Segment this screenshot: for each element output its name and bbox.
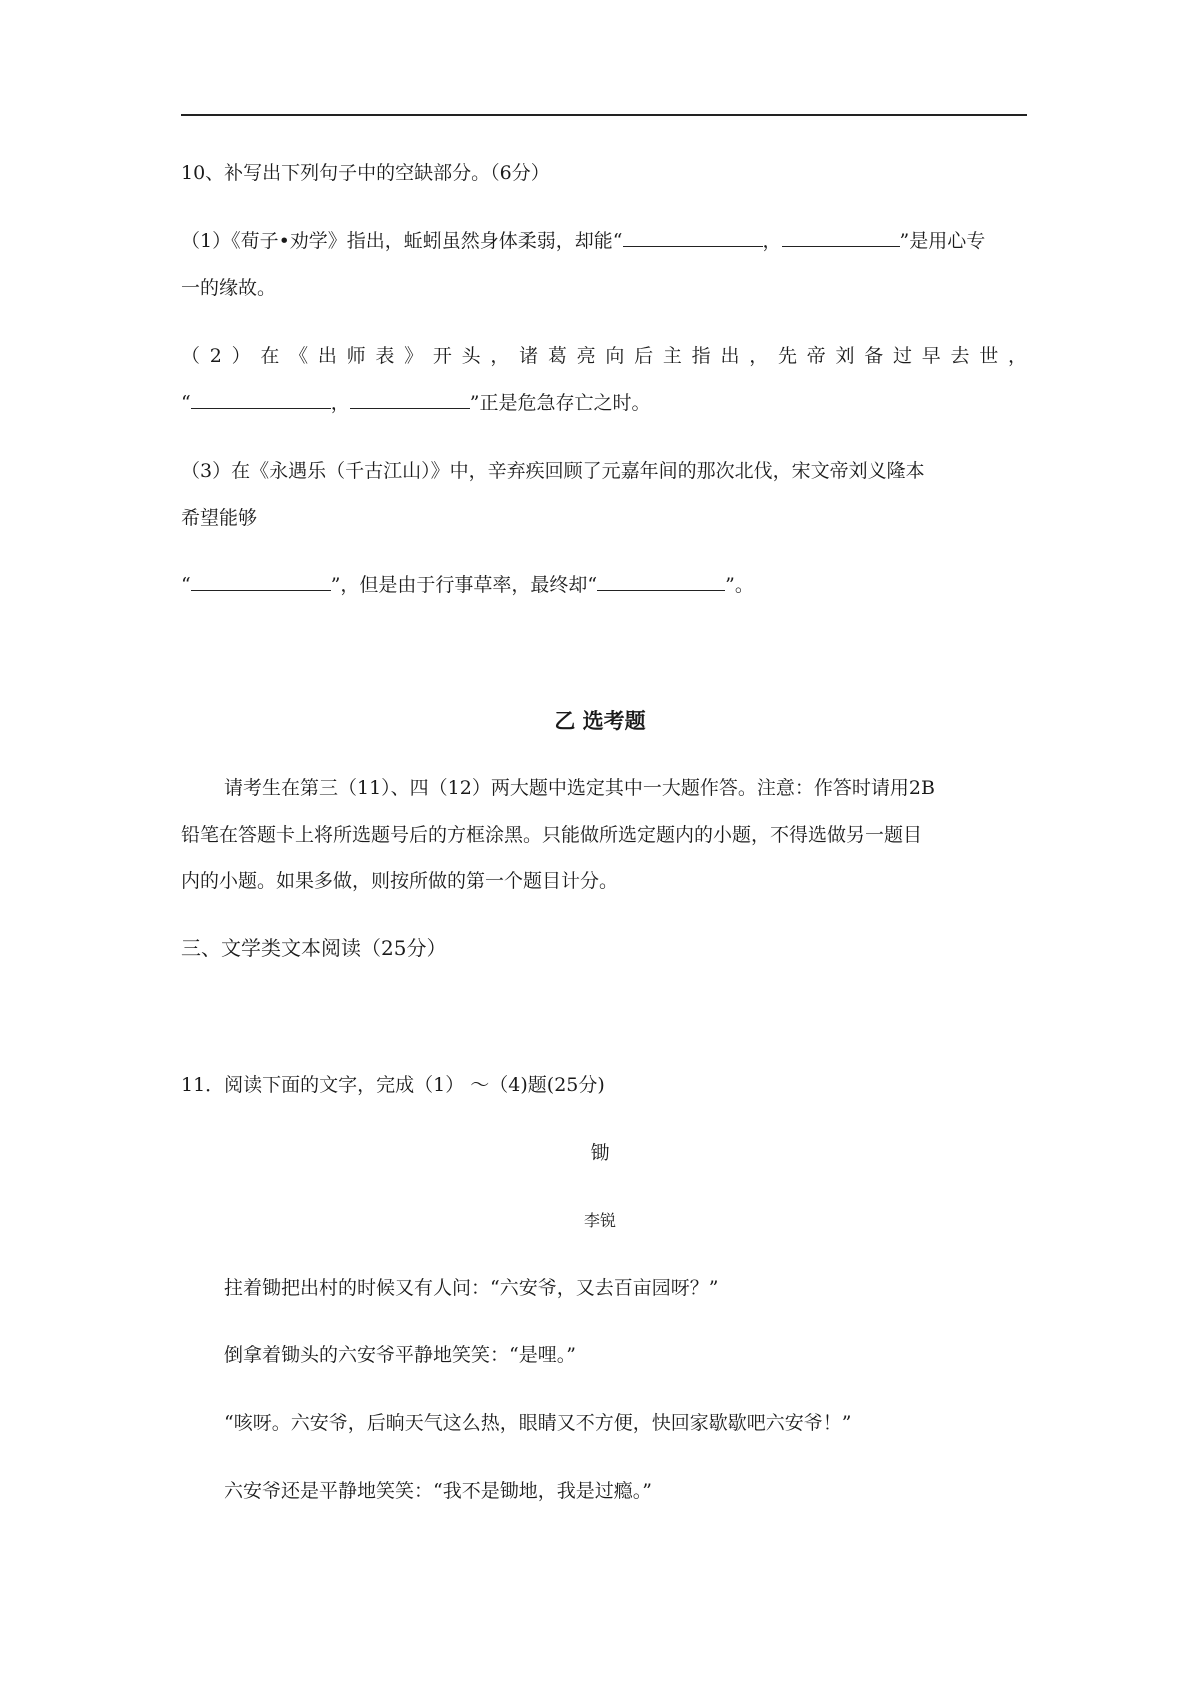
instructions-line-3: 内的小题。如果多做，则按所做的第一个题目计分。 <box>181 870 619 892</box>
q10-p3-pre: “ <box>181 574 191 596</box>
answer-blank-4[interactable] <box>350 390 470 409</box>
q10-p1-line2: 一的缘故。 <box>181 277 277 299</box>
q10-p2-line1: （2）在《出师表》开头，诸葛亮向后主指出，先帝刘备过早去世， <box>181 345 1027 367</box>
story-title: 锄 <box>590 1142 610 1164</box>
q10-p3-line2: 希望能够 <box>181 507 258 529</box>
story-paragraph: 倒拿着锄头的六安爷平静地笑笑：“是哩。” <box>224 1344 576 1366</box>
story-paragraph: “咳呀。六安爷，后晌天气这么热，眼睛又不方便，快回家歇歇吧六安爷！” <box>224 1412 852 1434</box>
q10-p2-post: ”正是危急存亡之时。 <box>469 392 651 414</box>
instructions-line-2: 铅笔在答题卡上将所选题号后的方框涂黑。只能做所选定题内的小题，不得选做另一题目 <box>181 824 923 846</box>
q10-p2-line2 <box>181 390 650 416</box>
instructions-line-1: 请考生在第三（11）、四（12）两大题中选定其中一大题作答。注意：作答时请用2B <box>224 777 935 799</box>
q10-p1-mid: ， <box>762 230 782 252</box>
section-3-title: 三、文学类文本阅读（25分） <box>181 936 447 960</box>
answer-blank-2[interactable] <box>782 228 900 247</box>
section-heading: 乙 选考题 <box>554 709 646 733</box>
story-paragraph: 拄着锄把出村的时候又有人问：“六安爷，又去百亩园呀？” <box>224 1277 719 1299</box>
q10-p1-post: ”是用心专 <box>899 230 986 252</box>
story-paragraph: 六安爷还是平静地笑笑：“我不是锄地，我是过瘾。” <box>224 1480 652 1502</box>
answer-blank-1[interactable] <box>623 228 763 247</box>
q11-title: 11．阅读下面的文字，完成（1） ～（4)题(25分) <box>181 1074 605 1096</box>
answer-blank-5[interactable] <box>191 572 331 591</box>
q10-title: 10、补写出下列句子中的空缺部分。（6分） <box>181 162 550 184</box>
q10-p3-post: ”。 <box>725 574 754 596</box>
q10-p3-line3 <box>181 572 754 598</box>
story-author: 李锐 <box>583 1211 616 1230</box>
q10-p1-pre: （1）《荀子•劝学》指出，蚯蚓虽然身体柔弱，却能“ <box>181 230 623 252</box>
answer-blank-3[interactable] <box>191 390 331 409</box>
q10-p2-pre: “ <box>181 392 191 414</box>
answer-blank-6[interactable] <box>597 572 725 591</box>
q10-p1-line1 <box>181 228 985 254</box>
header-rule <box>181 114 1027 116</box>
q10-p3-mid: ”，但是由于行事草率，最终却“ <box>330 574 598 596</box>
q10-p3-line1: （3）在《永遇乐（千古江山）》中，辛弃疾回顾了元嘉年间的那次北伐，宋文帝刘义隆本 <box>181 460 925 482</box>
q10-p2-mid: ， <box>330 392 350 414</box>
